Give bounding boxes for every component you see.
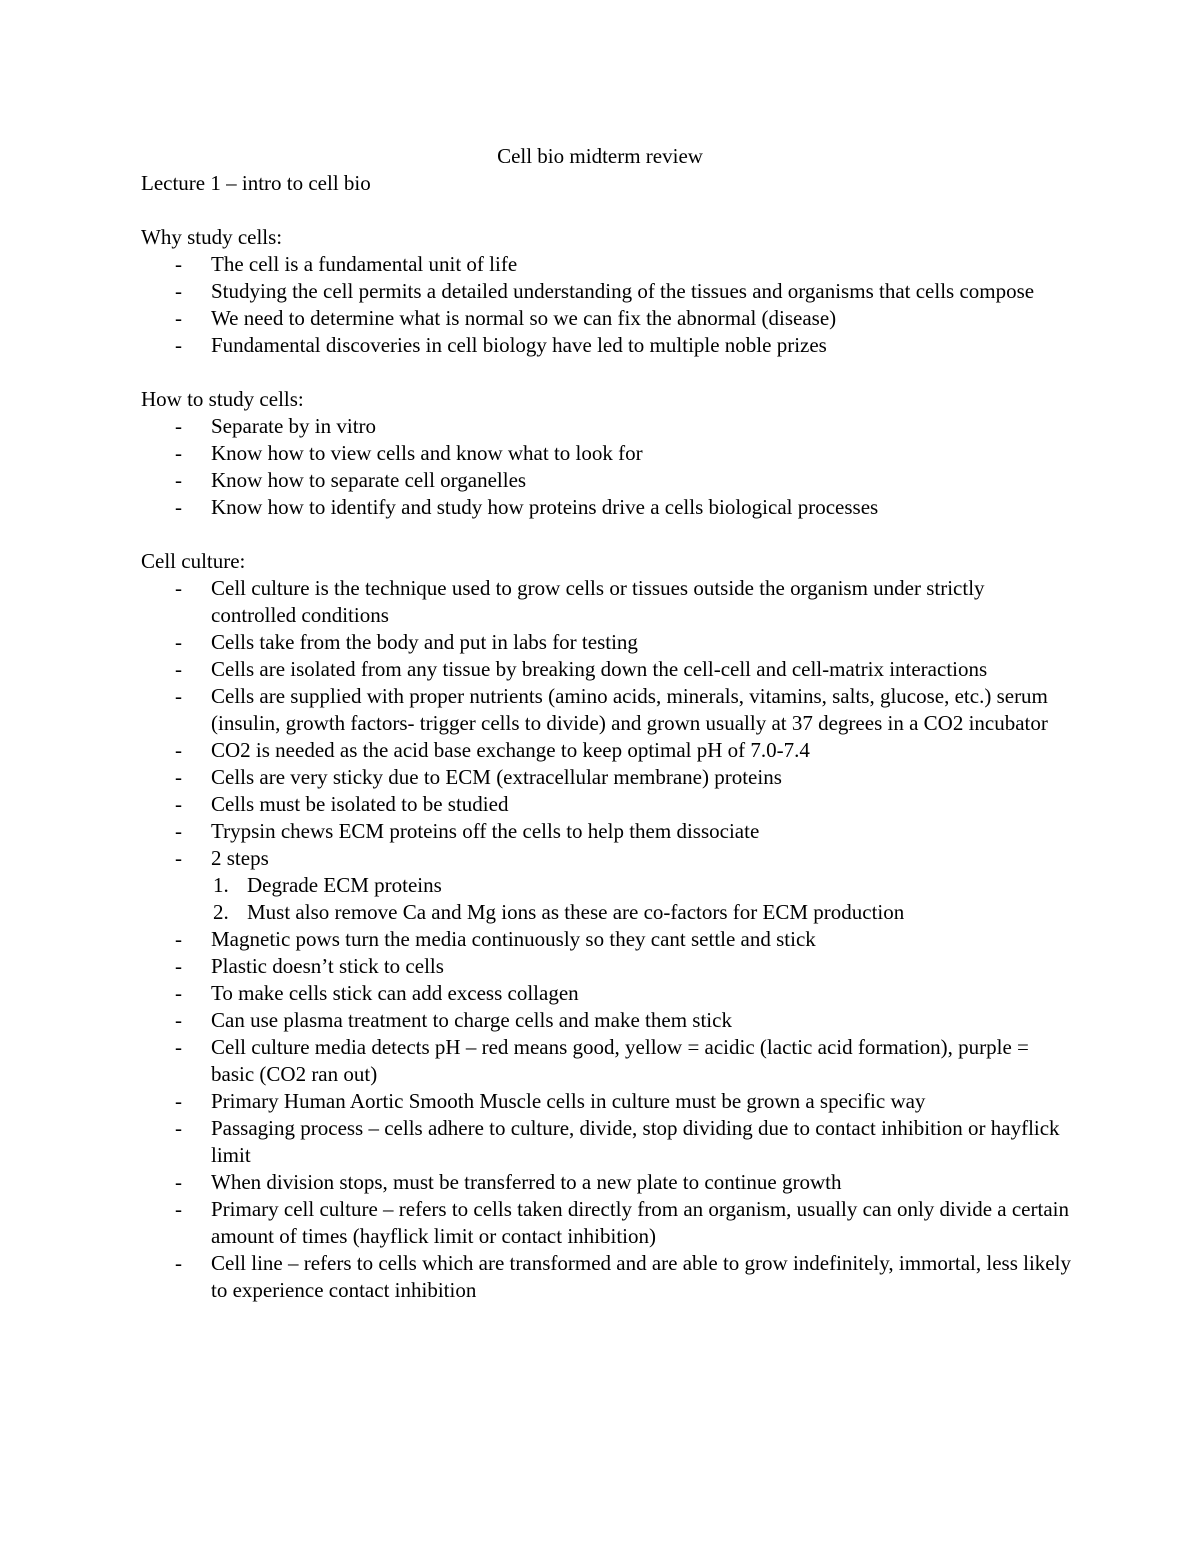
list-item: - Cells take from the body and put in labs for testing xyxy=(175,630,638,654)
list-item: - Primary cell culture – refers to cells taken directly from an organism, usually can only divide a certain amount of times (hayflick limit or contact inhibition) xyxy=(175,1197,1069,1248)
document-page xyxy=(141,143,1071,1304)
list-item: - The cell is a fundamental unit of life xyxy=(175,252,518,276)
list-item: - Cells are supplied with proper nutrients (amino acids, minerals, vitamins, salts, glucose, etc.) serum (insulin, growth factors- trigger cells to divide) and grown usually at 37 degrees in a CO2 incubator xyxy=(175,684,1048,735)
list-item: - Can use plasma treatment to charge cells and make them stick xyxy=(175,1008,732,1032)
list-item: - Know how to separate cell organelles xyxy=(175,468,527,492)
list-item: - Know how to view cells and know what to look for xyxy=(175,441,643,465)
section-heading-cell-culture: Cell culture: xyxy=(141,549,246,573)
list-item: - Separate by in vitro xyxy=(175,414,377,438)
list-item: - Studying the cell permits a detailed understanding of the tissues and organisms that cells compose xyxy=(175,279,1035,303)
list-item: - Cells are isolated from any tissue by breaking down the cell-cell and cell-matrix interactions xyxy=(175,657,988,681)
section-heading-how-to-study: How to study cells: xyxy=(141,387,304,411)
lecture-heading: Lecture 1 – intro to cell bio xyxy=(141,171,371,195)
document-title: Cell bio midterm review xyxy=(497,144,703,168)
list-item: - Cell culture is the technique used to grow cells or tissues outside the organism under strictly controlled conditions xyxy=(175,576,985,627)
list-item: - When division stops, must be transferred to a new plate to continue growth xyxy=(175,1170,842,1194)
list-item: - Cell line – refers to cells which are transformed and are able to grow indefinitely, immortal, less likely to experience contact inhibition xyxy=(175,1251,1071,1302)
why-study-list xyxy=(141,251,1071,359)
list-item: - Fundamental discoveries in cell biology have led to multiple noble prizes xyxy=(175,333,827,357)
step-item: 1. Degrade ECM proteins xyxy=(213,873,442,897)
how-to-study-list xyxy=(141,413,1071,521)
spacer xyxy=(141,359,1071,386)
list-item: - We need to determine what is normal so we can fix the abnormal (disease) xyxy=(175,306,837,330)
steps-list xyxy=(141,872,1071,926)
list-item: - Cell culture media detects pH – red means good, yellow = acidic (lactic acid formation), purple = basic (CO2 ran out) xyxy=(175,1035,1029,1086)
list-item: - Cells must be isolated to be studied xyxy=(175,792,509,816)
list-item: - Trypsin chews ECM proteins off the cells to help them dissociate xyxy=(175,819,760,843)
section-heading-why-study: Why study cells: xyxy=(141,225,283,249)
list-item: - Plastic doesn’t stick to cells xyxy=(175,954,444,978)
list-item: - To make cells stick can add excess collagen xyxy=(175,981,579,1005)
cell-culture-list xyxy=(141,575,1071,1304)
list-item: - 2 steps 1. Degrade ECM proteins 2. Must also remove Ca and Mg ions as these are co-factors for ECM production xyxy=(141,845,1071,926)
list-item: - Cells are very sticky due to ECM (extracellular membrane) proteins xyxy=(175,765,782,789)
list-item: - Primary Human Aortic Smooth Muscle cells in culture must be grown a specific way xyxy=(175,1089,926,1113)
list-item: - Magnetic pows turn the media continuously so they cant settle and stick xyxy=(175,927,816,951)
list-item: - Know how to identify and study how proteins drive a cells biological processes xyxy=(175,495,879,519)
step-item: 2. Must also remove Ca and Mg ions as these are co-factors for ECM production xyxy=(213,900,905,924)
list-item: - CO2 is needed as the acid base exchange to keep optimal pH of 7.0-7.4 xyxy=(175,738,810,762)
spacer xyxy=(141,521,1071,548)
spacer xyxy=(141,197,1071,224)
list-item: - Passaging process – cells adhere to culture, divide, stop dividing due to contact inhibition or hayflick limit xyxy=(175,1116,1060,1167)
